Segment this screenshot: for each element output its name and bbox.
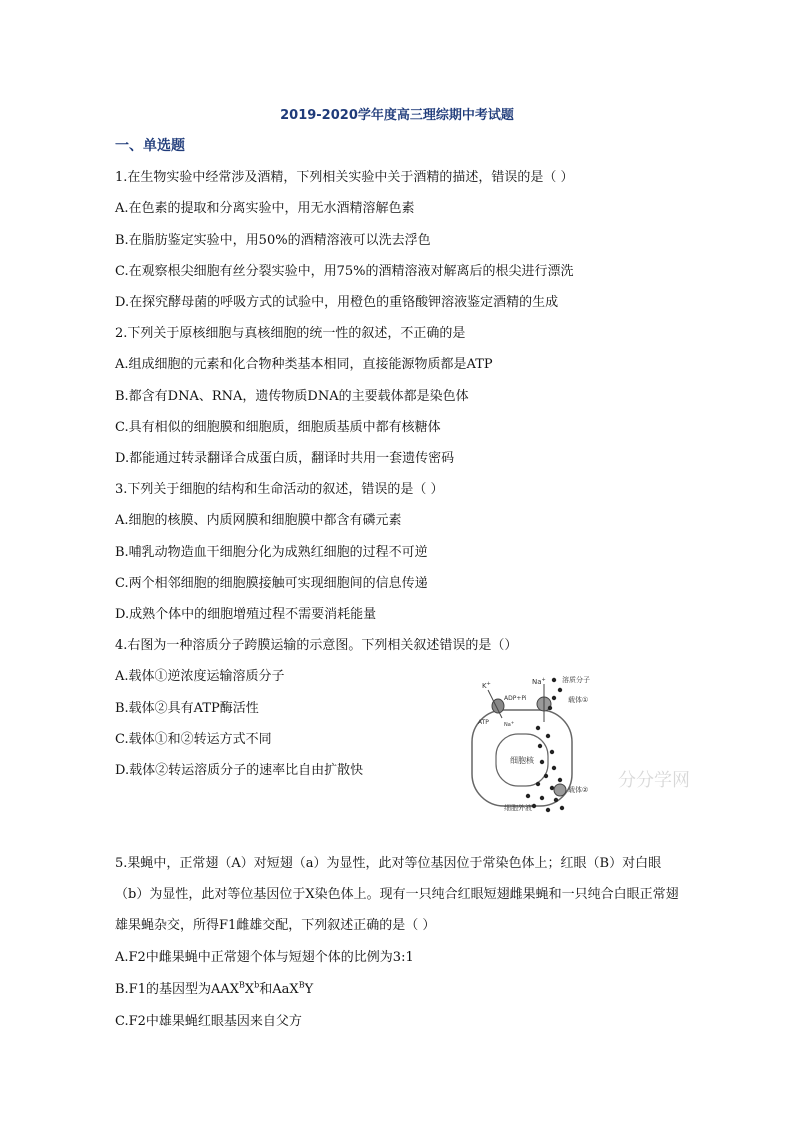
option-b-text-4: Y: [304, 982, 314, 997]
adp-pi-label: ADP+Pi: [504, 695, 527, 702]
na-ion-small-label: Na+: [504, 720, 515, 728]
solute-label: 溶质分子: [562, 676, 590, 684]
question-3-option-a: A.细胞的核膜、内质网膜和细胞膜中都含有磷元素: [115, 513, 402, 528]
extracellular-label: 细胞外液: [504, 804, 532, 812]
question-1-stem: 1.在生物实验中经常涉及酒精，下列相关实验中关于酒精的描述，错误的是（ ）: [115, 170, 574, 185]
question-1-option-d: D.在探究酵母菌的呼吸方式的试验中，用橙色的重铬酸钾溶液鉴定酒精的生成: [115, 295, 559, 310]
question-4-stem: 4.右图为一种溶质分子跨膜运输的示意图。下列相关叙述错误的是（）: [115, 638, 518, 653]
carrier-1-label: 载体①: [568, 696, 589, 704]
nucleus-label: 细胞核: [510, 756, 534, 765]
question-1-option-b: B.在脂肪鉴定实验中，用50%的酒精溶液可以洗去浮色: [115, 233, 431, 248]
page-title: 2019-2020学年度高三理综期中考试题: [280, 108, 514, 123]
question-5-option-a: A.F2中雌果蝇中正常翅个体与短翅个体的比例为3:1: [115, 950, 414, 965]
question-3-stem: 3.下列关于细胞的结构和生命活动的叙述，错误的是（ ）: [115, 482, 444, 497]
carrier-2: [554, 784, 566, 796]
question-4-option-c: C.载体①和②转运方式不同: [115, 732, 272, 747]
membrane-transport-figure: [468, 668, 608, 818]
question-1-option-a: A.在色素的提取和分离实验中，用无水酒精溶解色素: [115, 201, 415, 216]
k-ion-label: K+: [482, 681, 491, 690]
question-4-option-a: A.载体①逆浓度运输溶质分子: [115, 669, 285, 684]
question-3-option-b: B.哺乳动物造血干细胞分化为成熟红细胞的过程不可逆: [115, 545, 428, 560]
question-2-stem: 2.下列关于原核细胞与真核细胞的统一性的叙述，不正确的是: [115, 326, 466, 341]
section-heading: 一、单选题: [115, 138, 185, 154]
option-b-sup-3: B: [298, 980, 305, 990]
option-b-sup-2: b: [254, 980, 260, 990]
question-2-option-d: D.都能通过转录翻译合成蛋白质，翻译时共用一套遗传密码: [115, 451, 455, 466]
question-2-option-a: A.组成细胞的元素和化合物种类基本相同，直接能源物质都是ATP: [115, 357, 493, 372]
question-3-option-d: D.成熟个体中的细胞增殖过程不需要消耗能量: [115, 607, 377, 622]
option-b-text-3: 和AaX: [259, 982, 299, 997]
question-5-option-b: [115, 978, 313, 997]
question-2-option-c: C.具有相似的细胞膜和细胞质，细胞质基质中都有核糖体: [115, 420, 441, 435]
carrier-2-label: 载体②: [568, 786, 589, 794]
option-b-sup-1: B: [239, 980, 245, 990]
option-b-text-1: B.F1的基因型为AAX: [115, 982, 240, 997]
question-5-stem: 5.果蝇中，正常翅（A）对短翅（a）为显性，此对等位基因位于常染色体上；红眼（B）对白眼（b）为显性，此对等位基因位于X染色体上。现有一只纯合红眼短翅雌果蝇和一只纯合白眼正常翅雄果蝇杂交，所得F1雌雄交配，下列叙述正确的是（ ）: [115, 856, 679, 933]
question-2-option-b: B.都含有DNA、RNA，遗传物质DNA的主要载体都是染色体: [115, 389, 469, 404]
question-4-option-b: B.载体②具有ATP酶活性: [115, 701, 259, 716]
question-1-option-c: C.在观察根尖细胞有丝分裂实验中，用75%的酒精溶液对解离后的根尖进行漂洗: [115, 264, 574, 279]
na-ion-label: Na+: [532, 677, 546, 686]
question-3-option-c: C.两个相邻细胞的细胞膜接触可实现细胞间的信息传递: [115, 576, 428, 591]
option-b-text-2: X: [244, 982, 255, 997]
watermark-text: 分分学网: [618, 770, 690, 791]
question-5-option-c: C.F2中雄果蝇红眼基因来自父方: [115, 1014, 302, 1029]
atp-label: ATP: [478, 719, 489, 726]
question-4-option-d: D.载体②转运溶质分子的速率比自由扩散快: [115, 763, 364, 778]
